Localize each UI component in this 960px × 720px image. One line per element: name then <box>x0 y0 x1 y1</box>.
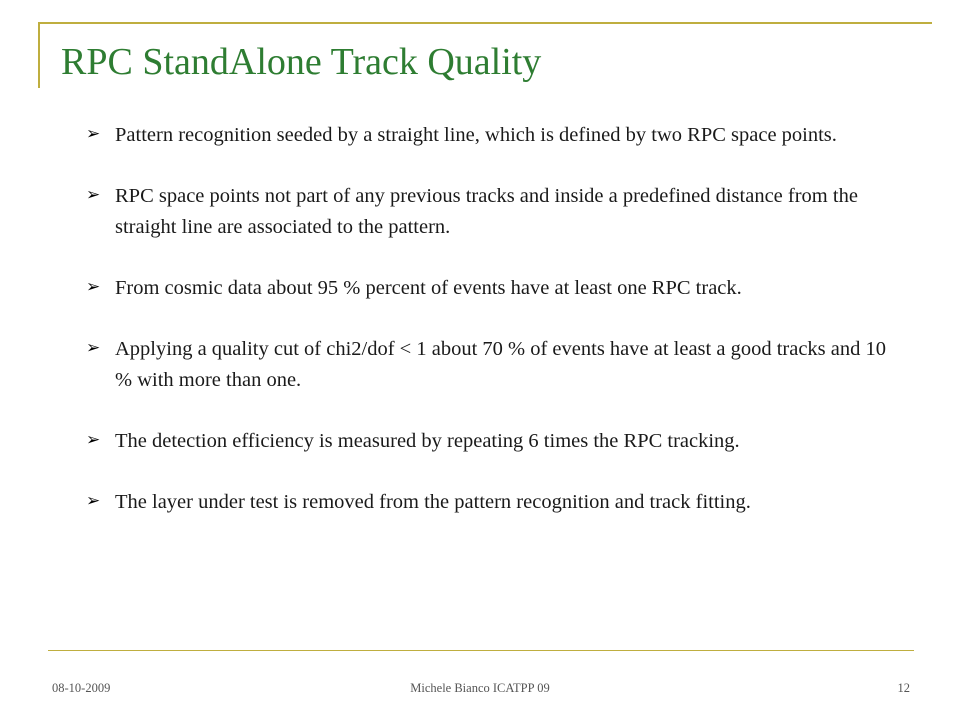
page-number: 12 <box>897 681 910 695</box>
title-left-rule <box>38 22 40 88</box>
bullet-item <box>86 273 886 304</box>
bullet-list <box>86 120 886 548</box>
bullet-text: Applying a quality cut of chi2/dof < 1 about 70 % of events have at least a good tracks and 10 % with more than one. <box>115 338 887 391</box>
bullet-text: The layer under test is removed from the pattern recognition and track fitting. <box>115 491 751 513</box>
arrowhead-bullet-icon: ➢ <box>86 430 101 450</box>
arrowhead-bullet-icon: ➢ <box>86 338 101 358</box>
slide-title: RPC StandAlone Track Quality <box>61 41 542 83</box>
footer-rule <box>48 650 914 651</box>
arrowhead-bullet-icon: ➢ <box>86 277 101 297</box>
bullet-text: RPC space points not part of any previous tracks and inside a predefined distance from the straight line are associated to the pattern. <box>115 185 858 238</box>
footer-author: Michele Bianco ICATPP 09 <box>410 681 550 695</box>
bullet-item <box>86 426 886 457</box>
bullet-text: The detection efficiency is measured by repeating 6 times the RPC tracking. <box>115 430 740 452</box>
bullet-text: Pattern recognition seeded by a straight line, which is defined by two RPC space points. <box>115 124 837 146</box>
bullet-item <box>86 334 886 396</box>
title-top-rule <box>38 22 932 24</box>
bullet-item <box>86 487 886 518</box>
bullet-text: From cosmic data about 95 % percent of events have at least one RPC track. <box>115 277 742 299</box>
arrowhead-bullet-icon: ➢ <box>86 124 101 144</box>
footer-date: 08-10-2009 <box>52 681 111 695</box>
arrowhead-bullet-icon: ➢ <box>86 491 101 511</box>
arrowhead-bullet-icon: ➢ <box>86 185 101 205</box>
bullet-item <box>86 181 886 243</box>
bullet-item <box>86 120 886 151</box>
